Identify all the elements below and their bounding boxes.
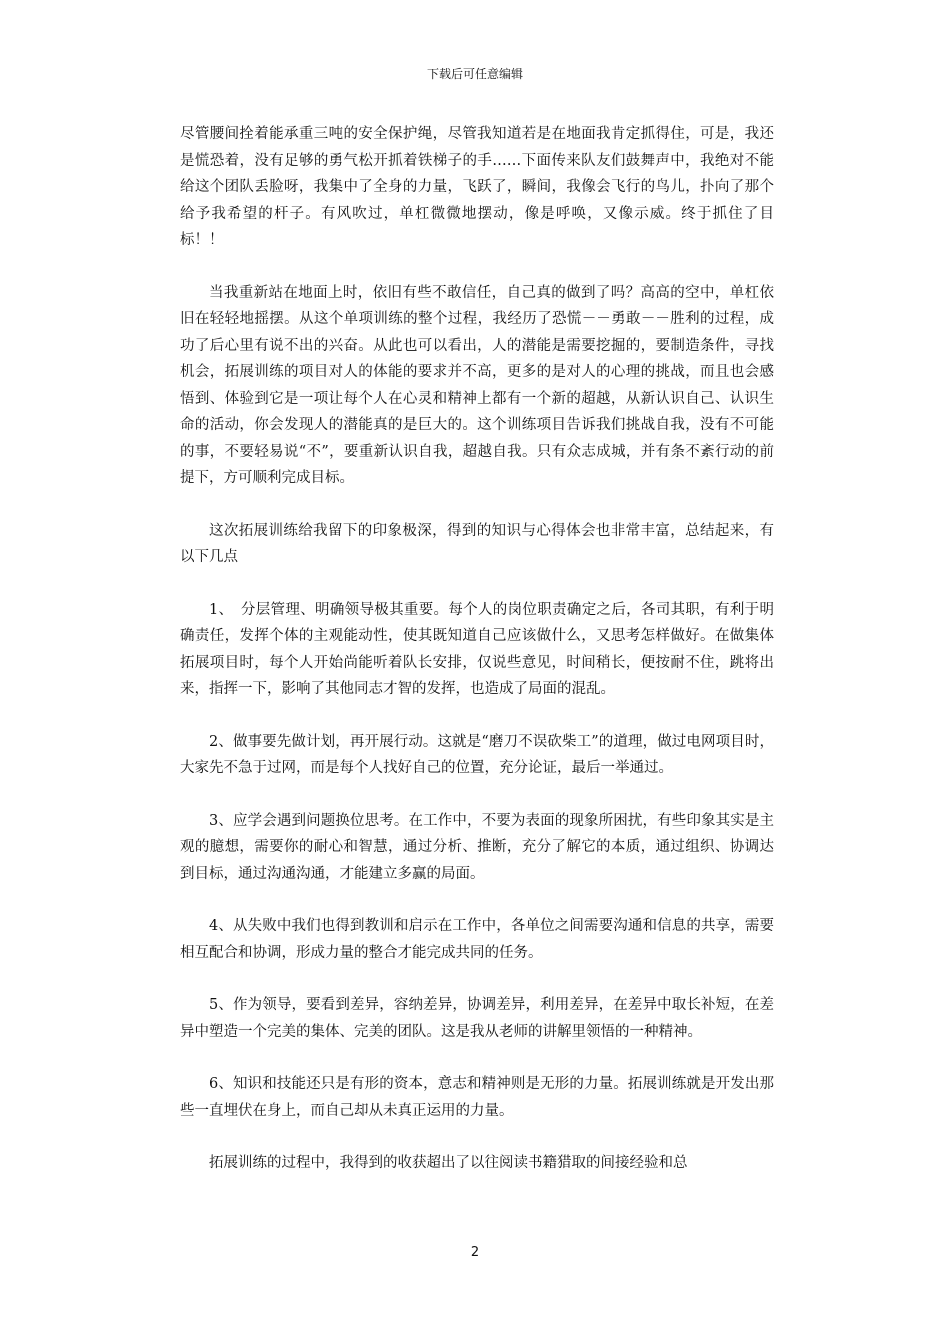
paragraph-3: 这次拓展训练给我留下的印象极深，得到的知识与心得体会也非常丰富，总结起来，有以下几点 (180, 522, 774, 565)
paragraph-10: 拓展训练的过程中，我得到的收获超出了以往阅读书籍猎取的间接经验和总 (209, 1155, 688, 1171)
paragraph-7: 4、从失败中我们也得到教训和启示在工作中，各单位之间需要沟通和信息的共享，需要相互配合和协调，形成力量的整合才能完成共同的任务。 (180, 918, 774, 961)
document-body (180, 121, 774, 1203)
paragraph-9: 6、知识和技能还只是有形的资本，意志和精神则是无形的力量。拓展训练就是开发出那些一直埋伏在身上，而自己却从未真正运用的力量。 (180, 1076, 774, 1119)
page-header: 下载后可任意编辑 (426, 67, 523, 81)
page-number: 2 (470, 1245, 480, 1260)
paragraph-1: 尽管腰间拴着能承重三吨的安全保护绳，尽管我知道若是在地面我肯定抓得住，可是，我还是慌恐着，没有足够的勇气松开抓着铁梯子的手……下面传来队友们鼓舞声中，我绝对不能给这个团队丢脸呀，我集中了全身的力量，飞跃了，瞬间，我像会飞行的鸟儿，扑向了那个给予我希望的杆子。有风吹过，单杠微微地摆动，像是呼唤，又像示威。终于抓住了目标！！ (180, 126, 774, 248)
paragraph-8: 5、作为领导，要看到差异，容纳差异，协调差异，利用差异，在差异中取长补短，在差异中塑造一个完美的集体、完美的团队。这是我从老师的讲解里领悟的一种精神。 (180, 997, 774, 1040)
paragraph-4: 1、 分层管理、明确领导极其重要。每个人的岗位职责确定之后，各司其职，有利于明确责任，发挥个体的主观能动性，使其既知道自己应该做什么，又思考怎样做好。在做集体拓展项目时，每个人开始尚能听着队长安排，仅说些意见，时间稍长，便按耐不住，跳将出来，指挥一下，影响了其他同志才智的发挥，也造成了局面的混乱。 (180, 601, 774, 697)
paragraph-2: 当我重新站在地面上时，依旧有些不敢信任，自己真的做到了吗？高高的空中，单杠依旧在轻轻地摇摆。从这个单项训练的整个过程，我经历了恐慌－－勇敢－－胜利的过程，成功了后心里有说不出的兴奋。从此也可以看出，人的潜能是需要挖掘的，要制造条件，寻找机会，拓展训练的项目对人的体能的要求并不高，更多的是对人的心理的挑战，而且也会感悟到、体验到它是一项让每个人在心灵和精神上都有一个新的超越，从新认识自己、认识生命的活动，你会发现人的潜能真的是巨大的。这个训练项目告诉我们挑战自我，没有不可能的事，不要轻易说“不”，要重新认识自我，超越自我。只有众志成城，并有条不紊行动的前提下，方可顺利完成目标。 (180, 284, 774, 486)
paragraph-6: 3、应学会遇到问题换位思考。在工作中，不要为表面的现象所困扰，有些印象其实是主观的臆想，需要你的耐心和智慧，通过分析、推断，充分了解它的本质，通过组织、协调达到目标，通过沟通沟通，才能建立多赢的局面。 (180, 812, 774, 882)
paragraph-5: 2、做事要先做计划，再开展行动。这就是“磨刀不误砍柴工”的道理，做过电网项目时，大家先不急于过网，而是每个人找好自己的位置，充分论证，最后一举通过。 (180, 733, 774, 776)
